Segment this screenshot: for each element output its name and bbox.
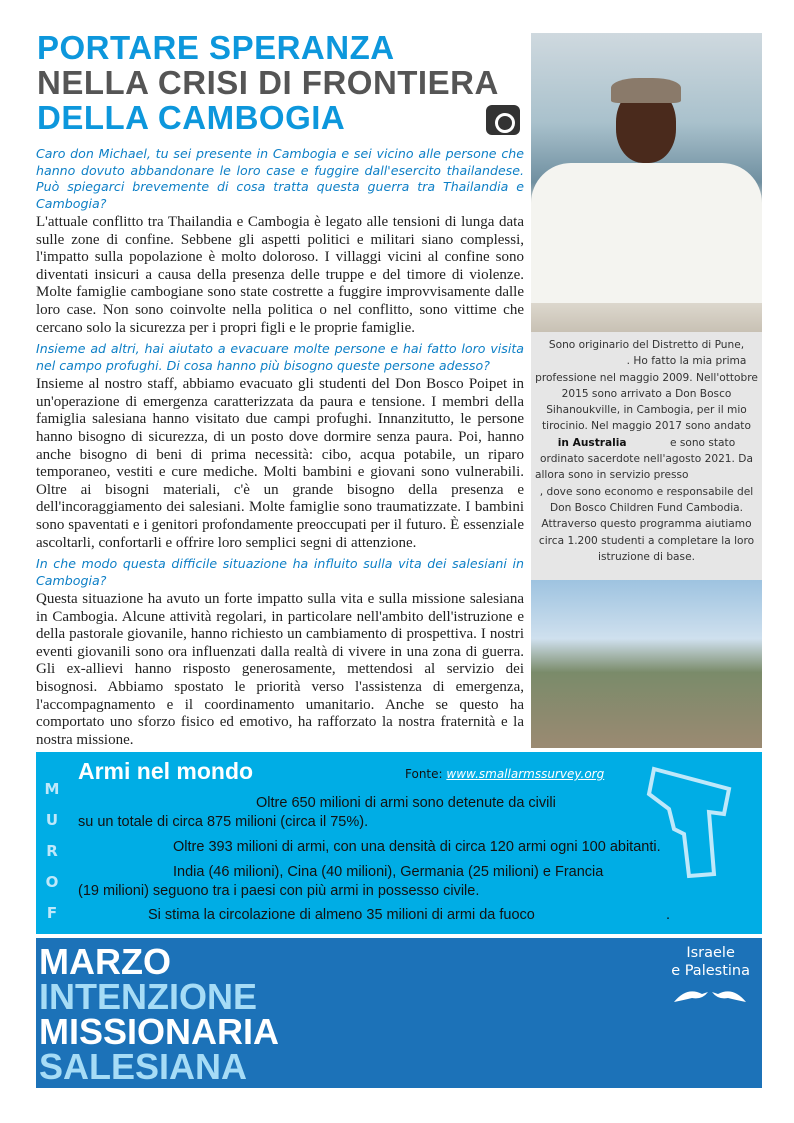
forum-line: Oltre 393 milioni di armi, con una densità di circa 120 armi ogni 100 abitanti.: [173, 839, 661, 855]
forum-line: su un totale di circa 875 milioni (circa il 75%).: [78, 814, 369, 830]
intention-line: Israele: [686, 945, 735, 961]
intention-topic: [671, 944, 750, 980]
side-letter: M: [44, 780, 60, 798]
forum-line: Oltre 650 milioni di armi sono detenute da civili: [256, 795, 556, 811]
photo-caption: [531, 332, 762, 580]
intention-banner: [36, 938, 762, 1088]
article-body: [36, 146, 524, 753]
page-title: [37, 30, 517, 135]
forum-line: India (46 milioni), Cina (40 milioni), Germania (25 milioni) e Francia: [173, 864, 604, 880]
forum-line: .: [666, 907, 671, 923]
answer: Insieme al nostro staff, abbiamo evacuato gli studenti del Don Bosco Poipet in un'operazione di emergenza caratterizzata da paura e tensione. I membri della famiglia salesiana hanno visitato due campi profughi. Innanzitutto, le persone hanno bisogno di sicurezza, di un posto dove dormire senza paura. Poi, hanno anche bisogno di beni di prima necessità: cibo, acqua potabile, un riparo temporaneo, vestiti e cure mediche. Molti bambini e giovani sono vulnerabili. Oltre ai bisogni materiali, c'è un grande bisogno della presenza e dell'incoraggiamento dei salesiani. Molte famiglie sono traumatizzate. I bambini sono spaventati e i genitori profondamente preoccupati per il futuro. È essenziale ascoltarli, confortarli e offrire loro semplici segni di attenzione.: [36, 376, 524, 551]
intention-line: e Palestina: [671, 963, 750, 979]
group-photo: [531, 580, 762, 748]
forum-side-label: [44, 774, 60, 929]
caption-text: , dove sono economo e responsabile del Don Bosco Children Fund Cambodia. Attraverso questo programma aiutiamo circa 1.200 studenti a completare la loro istruzione di base.: [538, 485, 755, 563]
title-line-3: DELLA CAMBOGIA: [37, 99, 346, 136]
title-line-2: NELLA CRISI DI FRONTIERA: [37, 64, 499, 101]
side-letter: R: [46, 842, 58, 860]
section-logo-icon: [486, 105, 520, 135]
source: [405, 767, 604, 781]
forum-title: Armi nel mondo: [78, 758, 254, 784]
source-label: Fonte:: [405, 767, 443, 781]
forum-line: (19 milioni) seguono tra i paesi con più armi in possesso civile.: [78, 883, 480, 899]
caption-text: . Ho fatto la mia prima professione nel maggio 2009. Nell'ottobre 2015 sono arrivato a Don Bosco Sihanoukville, in Cambogia, per il mio tirocinio. Nel maggio 2017 sono andato: [535, 355, 758, 433]
question: In che modo questa difficile situazione ha influito sulla vita dei salesiani in Cambogia?: [36, 556, 524, 588]
banner-line: MISSIONARIA: [39, 1011, 280, 1052]
banner-line: MARZO: [39, 941, 171, 982]
caption-bold: in Australia: [557, 436, 627, 449]
answer: L'attuale conflitto tra Thailandia e Cambogia è legato alle tensioni di lunga data sulle zone di confine. Sebbene gli aspetti politici e militari siano complessi, l'impatto sulla popolazione è molto doloroso. I villaggi vicini al confine sono diventati insicuri a causa della presenza delle truppe e del timore di violenze. Molte famiglie cambogiane sono state costrette a fuggire improvvisamente dalle loro case. Non sono coinvolte nella politica o nel conflitto, sono vittime che cercano solo la sicurezza per i propri figli e le proprie famiglie.: [36, 214, 524, 336]
question: Insieme ad altri, hai aiutato a evacuare molte persone e hai fatto loro visita nel campo profughi. Di cosa hanno più bisogno queste persone adesso?: [36, 341, 524, 373]
caption-text: e sono stato ordinato sacerdote nell'agosto 2021. Da allora sono in servizio presso: [535, 436, 753, 482]
pistol-icon: [644, 764, 734, 879]
side-letter: F: [46, 904, 58, 922]
title-line-1: PORTARE SPERANZA: [37, 29, 395, 66]
banner-line: SALESIANA: [39, 1046, 248, 1087]
banner-line: INTENZIONE: [39, 976, 258, 1017]
answer: Questa situazione ha avuto un forte impatto sulla vita e sulla missione salesiana in Cambogia. Alcune attività regolari, in particolare nell'ambito dell'istruzione e della pastorale giovanile, hanno richiesto un cambiamento di prospettiva. I nostri eventi giovanili sono ora influenzati dalla realtà di vivere in una zona di guerra. Gli ex-allievi hanno risposto generosamente, mettendosi al servizio dei bisognosi. Abbiamo spostato le priorità verso l'assistenza di emergenza, l'accompagnamento e il coordinamento umanitario. Anche se questo ha comportato uno sforzo fisico ed emotivo, ha rafforzato la nostra fraternità e la nostra missione.: [36, 591, 524, 748]
forum-line: Si stima la circolazione di almeno 35 milioni di armi da fuoco: [148, 907, 535, 923]
forum-box: [36, 752, 762, 934]
side-letter: U: [45, 811, 59, 829]
question: Caro don Michael, tu sei presente in Cambogia e sei vicino alle persone che hanno dovuto abbandonare le loro case e fuggire dall'esercito thailandese. Può spiegarci brevemente di cosa tratta questa guerra tra Thailandia e Cambogia?: [36, 146, 524, 211]
hands-icon: [672, 984, 748, 1008]
source-link[interactable]: www.smallarmssurvey.org: [446, 767, 605, 781]
portrait-photo: [531, 33, 762, 332]
caption-text: Sono originario del Distretto di Pune,: [548, 339, 745, 351]
side-letter: O: [45, 873, 59, 891]
